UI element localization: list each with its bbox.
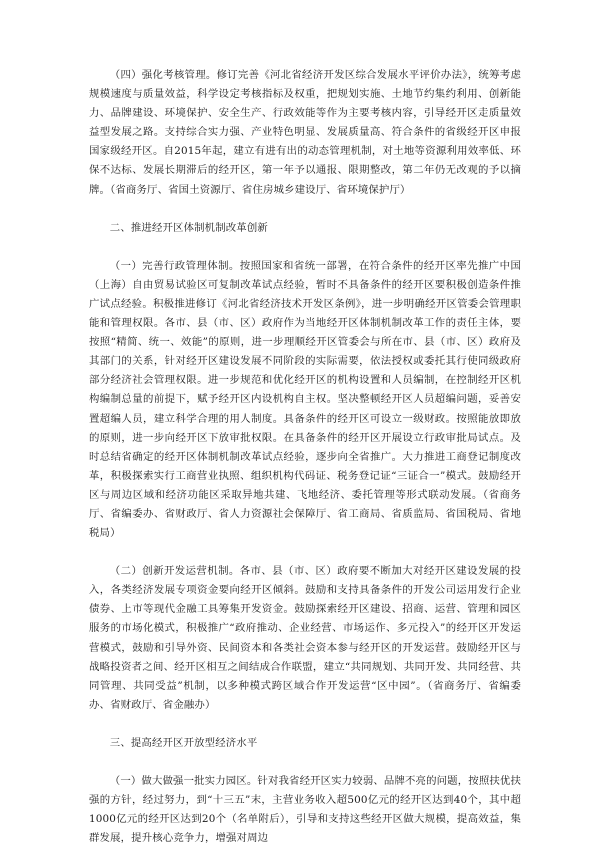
paragraph-strong-parks: （一）做大做强一批实力园区。针对我省经开区实力较弱、品牌不亮的问题，按照扶优扶强的方针，经过努力，到“十三五”末，主营业务收入超500亿元的经开区达到40个，其中超1000亿元的经开区达到20个（名单附后），引导和支持这些经开区做大规模，提高效益，集群发展，提升核心竞争力，增强对周边 [89,775,521,845]
paragraph-spacer [89,238,521,257]
paragraph-spacer [89,200,521,219]
paragraph-spacer [89,753,521,772]
document-body [89,66,521,848]
paragraph-operation-mechanism: （二）创新开发运营机制。各市、县（市、区）政府要不断加大对经开区建设发展的投入，各类经济发展专项资金要向经开区倾斜。鼓励和支持具备条件的开发公司运用发行企业债券、上市等现代金融工具筹集开发资金。鼓励探索经开区建设、招商、运营、管理和园区服务的市场化模式，积极推广“政府推动、企业经营、市场运作、多元投入”的经开区开发运营模式，鼓励和引导外资、民间资本和各类社会资本参与经开区的开发运营。鼓励经开区与战略投资者之间、经开区相互之间结成合作联盟，建立“共同规划、共同开发、共同经营、共同管理、共同受益”机制，以多种模式跨区域合作开发运营“区中园”。（省商务厅、省编委办、省财政厅、省金融办） [89,565,521,711]
section-heading-reform: 二、推进经开区体制机制改革创新 [109,221,268,234]
paragraph-administrative-system: （一）完善行政管理体制。按照国家和省统一部署，在符合条件的经开区率先推广中国（上海）自由贸易试验区可复制改革试点经验，暂时不具备条件的经开区要积极创造条件推广试点经验。积极推进修订《河北省经济技术开发区条例》，进一步明确经开区管委会管理职能和管理权限。各市、县（市、区）政府作为当地经开区体制机制改革工作的责任主体，要按照“精简、统一、效能”的原则，进一步理顺经开区管委会与所在市、县（市、区）政府及其部门的关系，针对经开区建设发展不同阶段的实际需要，依法授权或委托其行使同级政府部分经济社会管理权限。进一步规范和优化经开区的机构设置和人员编制，在控制经开区机构编制总量的前提下，赋予经开区内设机构自主权。坚决整顿经开区人员超编问题，妥善安置超编人员，建立科学合理的用人制度。具备条件的经开区可设立一级财政。按照能放即放的原则，进一步向经开区下放审批权限。在具备条件的经开区开展设立行政审批局试点。及时总结省确定的经开区体制机制改革试点经验，逐步向全省推广。大力推进工商登记制度改革，积极探索实行工商营业执照、组织机构代码证、税务登记证“三证合一”模式。鼓励经开区与周边区域和经济功能区采取异地共建、飞地经济、委托管理等形式联动发展。（省商务厅、省编委办、省财政厅、省人力资源社会保障厅、省工商局、省质监局、省国税局、省地税局） [89,259,521,540]
section-heading-openness: 三、提高经开区开放型经济水平 [109,736,258,749]
paragraph-spacer [89,715,521,734]
paragraph-assessment-management: （四）强化考核管理。修订完善《河北省经济开发区综合发展水平评价办法》，统筹考虑规模速度与质量效益，科学设定考核指标及权重，把规划实施、土地节约集约利用、创新能力、品牌建设、环境保护、安全生产、行政效能等作为主要考核内容，引导经开区走质量效益型发展之路。支持综合实力强、产业特色明显、发展质量高、符合条件的省级经开区申报国家级经开区。自2015年起，建立有进有出的动态管理机制，对土地等资源利用效率低、环保不达标、发展长期滞后的经开区，第一年予以通报、限期整改，第二年仍无改观的予以摘牌。（省商务厅、省国土资源厅、省住房城乡建设厅、省环境保护厅） [89,69,521,196]
paragraph-spacer [89,543,521,562]
